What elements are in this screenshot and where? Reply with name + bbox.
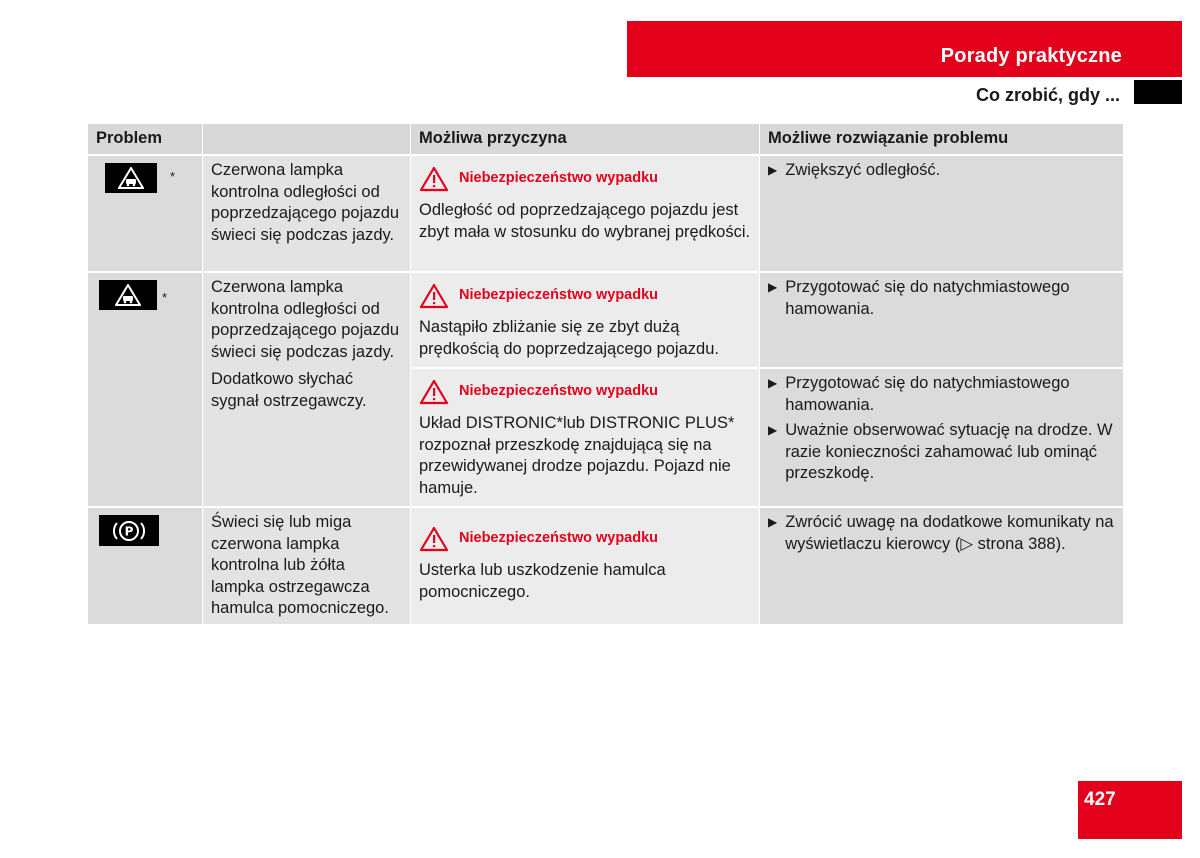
accident-warning <box>419 379 751 405</box>
table-row-3-problem <box>203 508 410 624</box>
table-row-3-cause <box>411 508 759 624</box>
warning-label: Niebezpieczeństwo wypadku <box>459 287 659 304</box>
optional-star: * <box>162 290 168 305</box>
problem-text-extra: Dodatkowo słychać sygnał ostrzegawczy. <box>211 370 367 410</box>
warning-label: Niebezpieczeństwo wypadku <box>459 170 659 187</box>
solution-item: ▶ Przygotować się do natychmiastowego hamowania. <box>768 373 1115 416</box>
problem-text: Czerwona lampka kontrolna odległości od poprzedzającego pojazdu świeci się podczas jazdy. <box>211 161 400 244</box>
bullet-arrow-icon: ▶ <box>768 423 778 437</box>
warning-triangle-icon <box>419 526 449 552</box>
cause-text: Odległość od poprzedzającego pojazdu jest zbyt mała w stosunku do wybranej prędkości. <box>419 201 751 241</box>
table-row-3-icon-cell <box>88 508 202 624</box>
cause-text: Usterka lub uszkodzenie hamulca pomocniczego. <box>419 561 666 601</box>
section-title: Porady praktyczne <box>940 45 1122 67</box>
cause-text: Układ DISTRONIC*lub DISTRONIC PLUS* rozpoznał przeszkodę znajdującą się na przewidywanej drodze pojazdu. Pojazd nie hamuje. <box>419 414 735 497</box>
svg-text:P: P <box>124 524 134 538</box>
table-row-3-solution <box>760 508 1123 624</box>
problem-text: Świeci się lub miga czerwona lampka kontrolna lub żółta lampka ostrzegawcza hamulca pomocniczego. <box>211 513 389 617</box>
warning-triangle-icon <box>419 283 449 309</box>
optional-star: * <box>170 169 176 184</box>
table-row-2a-solution <box>760 273 1123 367</box>
warning-triangle-icon <box>419 166 449 192</box>
accident-warning <box>419 526 751 552</box>
section-title-bar <box>627 21 1182 77</box>
problem-text: Czerwona lampka kontrolna odległości od poprzedzającego pojazdu świeci się podczas jazdy. <box>211 278 400 361</box>
distance-warning-icon <box>99 280 157 310</box>
parking-brake-icon <box>99 515 159 546</box>
warning-triangle-icon <box>419 379 449 405</box>
solution-item: ▶ Przygotować się do natychmiastowego hamowania. <box>768 277 1115 320</box>
solution-item: ▶ Uważnie obserwować sytuację na drodze. W razie konieczności zahamować lub ominąć przeszkodę. <box>768 420 1115 485</box>
column-header-cause: Możliwa przyczyna <box>411 124 759 154</box>
accident-warning <box>419 283 751 309</box>
bullet-arrow-icon: ▶ <box>768 515 778 529</box>
table-row-2b-cause <box>411 369 759 506</box>
column-header-solution: Możliwe rozwiązanie problemu <box>760 124 1123 154</box>
column-header-problem: Problem <box>88 124 202 154</box>
cause-text: Nastąpiło zbliżanie się ze zbyt dużą prędkością do poprzedzającego pojazdu. <box>419 318 719 358</box>
warning-label: Niebezpieczeństwo wypadku <box>459 530 659 547</box>
column-header-spacer <box>203 124 410 154</box>
table-row-1-icon-cell <box>88 156 202 271</box>
table-row-2a-cause <box>411 273 759 367</box>
table-row-2-problem <box>203 273 410 506</box>
table-row-1-cause <box>411 156 759 271</box>
bullet-arrow-icon: ▶ <box>768 376 778 390</box>
distance-warning-icon <box>105 163 157 193</box>
table-row-1-solution <box>760 156 1123 271</box>
table-row-2b-solution <box>760 369 1123 506</box>
accident-warning <box>419 166 751 192</box>
solution-item: ▶ Zwiększyć odległość. <box>768 160 1115 182</box>
header-marker <box>1134 80 1182 104</box>
table-row-2-icon-cell <box>88 273 202 506</box>
page-number: 427 <box>1078 781 1182 839</box>
solution-item: ▶ Zwrócić uwagę na dodatkowe komunikaty na wyświetlaczu kierowcy (▷ strona 388). <box>768 512 1115 555</box>
bullet-arrow-icon: ▶ <box>768 280 778 294</box>
warning-label: Niebezpieczeństwo wypadku <box>459 383 659 400</box>
subsection-title: Co zrobić, gdy ... <box>975 85 1120 105</box>
table-row-1-problem <box>203 156 410 271</box>
bullet-arrow-icon: ▶ <box>768 163 778 177</box>
